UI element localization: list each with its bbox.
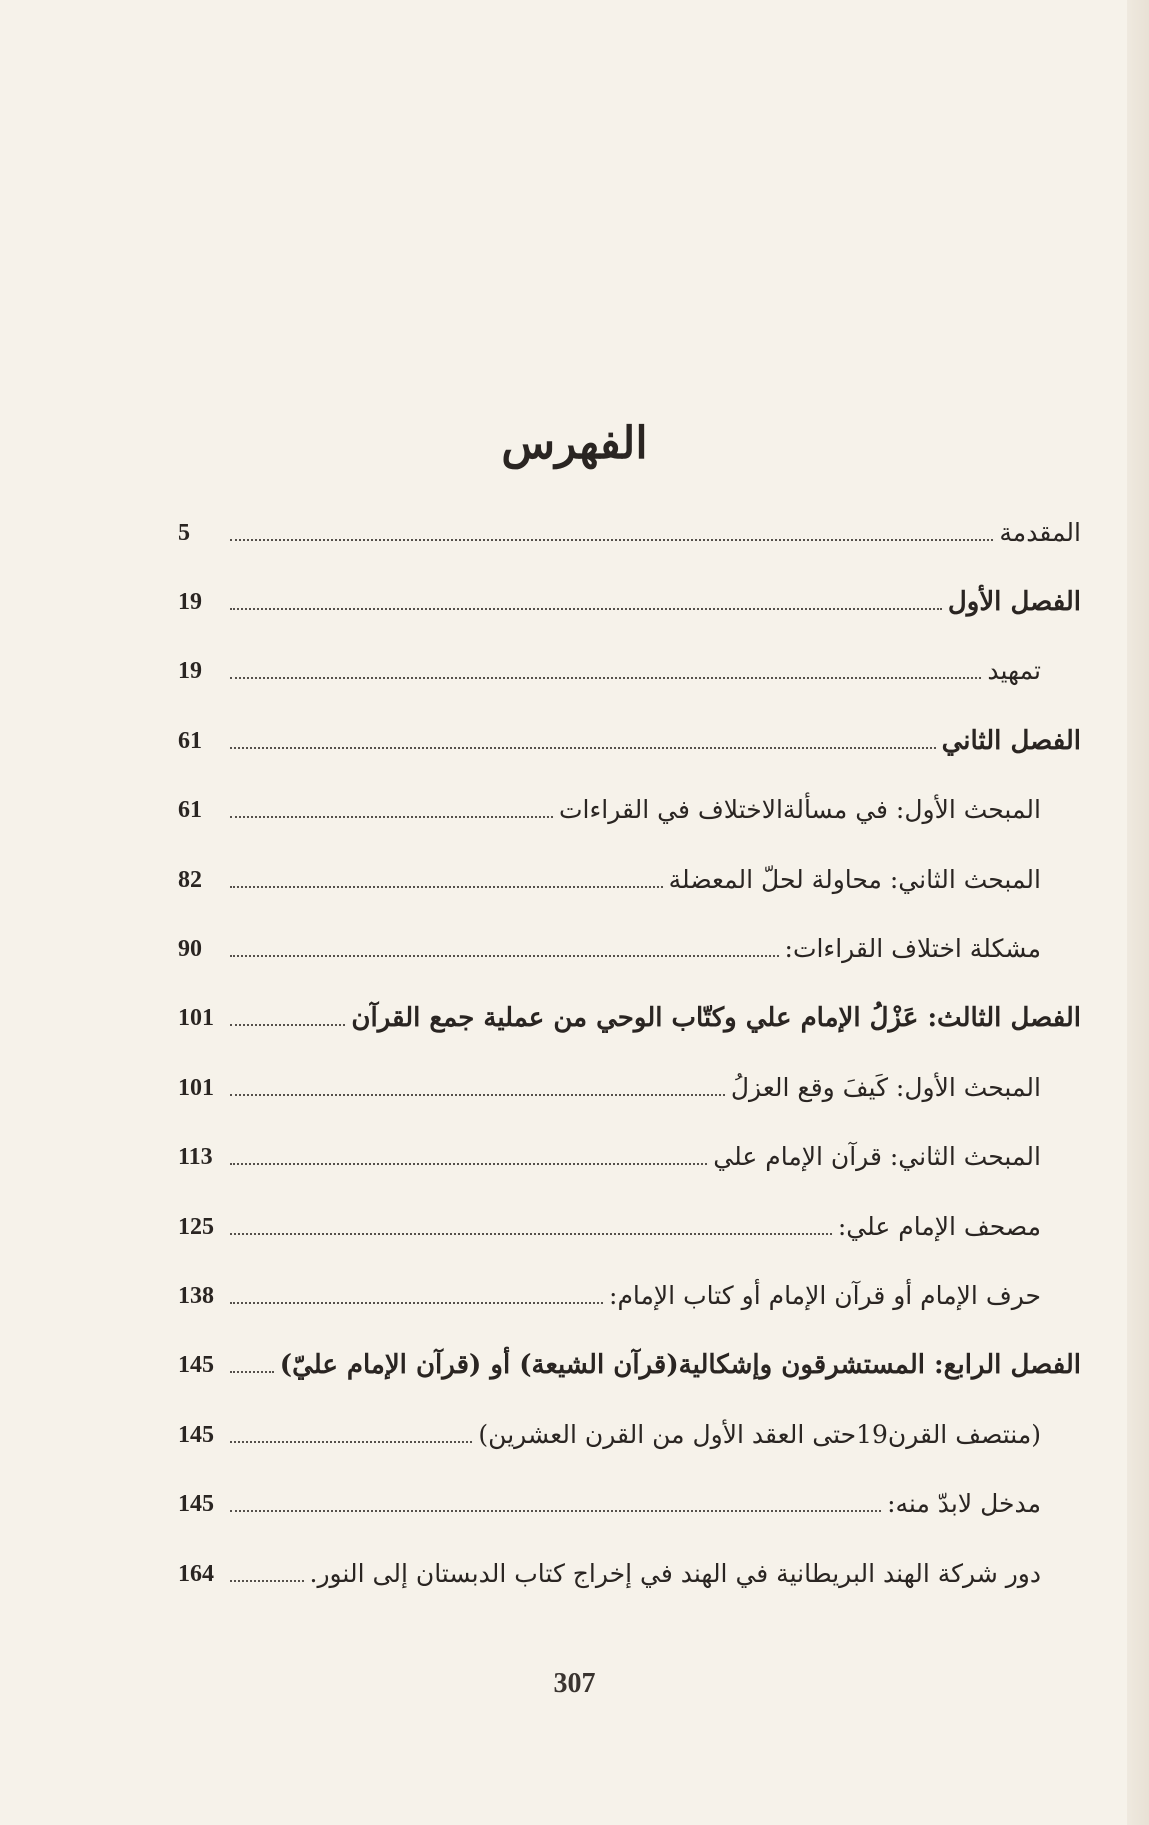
dot-leader: [230, 1580, 304, 1582]
toc-entry-page: 82: [178, 866, 202, 893]
toc-entry-page: 19: [178, 589, 202, 616]
dot-leader: [230, 1094, 725, 1096]
toc-entry: [178, 1192, 1081, 1261]
page-number: 307: [553, 1668, 596, 1699]
toc-entry: [178, 498, 1081, 567]
dot-leader: [230, 1441, 472, 1443]
dot-leader: [230, 608, 942, 610]
table-of-contents: [178, 498, 1081, 1608]
toc-entry-title: حرف الإمام أو قرآن الإمام أو كتاب الإمام:: [609, 1280, 1041, 1310]
toc-entry-title: المبحث الثاني: محاولة لحلّ المعضلة: [668, 864, 1041, 894]
toc-entry-page: 138: [178, 1282, 214, 1309]
dot-leader: [230, 955, 779, 957]
dot-leader: [230, 1233, 832, 1235]
toc-entry-page: 125: [178, 1213, 214, 1240]
dot-leader: [230, 677, 981, 679]
page-edge: [1127, 0, 1149, 1825]
dot-leader: [230, 1024, 345, 1026]
toc-entry: [178, 1331, 1081, 1400]
toc-entry: [178, 984, 1081, 1053]
toc-entry: [178, 637, 1081, 706]
toc-entry-title: المبحث الأول: في مسألةالاختلاف في القراءات: [559, 795, 1041, 825]
page-title: الفهرس: [501, 418, 648, 470]
toc-entry: [178, 1400, 1081, 1469]
toc-entry-page: 164: [178, 1560, 214, 1587]
toc-entry-title: المبحث الثاني: قرآن الإمام علي: [713, 1142, 1041, 1172]
dot-leader: [230, 1302, 603, 1304]
toc-entry: [178, 706, 1081, 775]
toc-entry-page: 101: [178, 1005, 214, 1032]
toc-entry-page: 145: [178, 1352, 214, 1379]
toc-entry-title: (منتصف القرن19حتى العقد الأول من القرن العشرين): [478, 1419, 1041, 1449]
toc-entry-page: 61: [178, 727, 202, 754]
toc-entry-page: 5: [178, 519, 190, 546]
toc-entry: [178, 776, 1081, 845]
toc-entry: [178, 1053, 1081, 1122]
toc-entry-title: مصحف الإمام علي:: [837, 1211, 1041, 1241]
dot-leader: [230, 1510, 881, 1512]
toc-entry: [178, 1539, 1081, 1608]
toc-entry-page: 101: [178, 1074, 214, 1101]
toc-entry: [178, 1469, 1081, 1538]
toc-entry-page: 145: [178, 1491, 214, 1518]
toc-entry-title: تمهيد: [987, 656, 1041, 686]
toc-entry-title: مدخل لابدّ منه:: [887, 1489, 1041, 1519]
toc-entry-title: الفصل الثاني: [941, 725, 1081, 756]
toc-entry-page: 19: [178, 658, 202, 685]
toc-entry-title: المبحث الأول: كَيفَ وقع العزلُ: [730, 1072, 1041, 1102]
toc-entry-title: الفصل الرابع: المستشرقون وإشكالية(قرآن الشيعة) أو (قرآن الإمام عليّ): [279, 1350, 1081, 1381]
toc-entry-title: الفصل الأول: [947, 587, 1081, 618]
toc-entry-page: 61: [178, 797, 202, 824]
toc-entry: [178, 914, 1081, 983]
toc-entry: [178, 567, 1081, 636]
dot-leader: [230, 1163, 707, 1165]
dot-leader: [230, 747, 936, 749]
toc-entry-title: دور شركة الهند البريطانية في الهند في إخراج كتاب الدبستان إلى النور.: [309, 1558, 1041, 1588]
toc-entry-page: 145: [178, 1421, 214, 1448]
dot-leader: [230, 539, 993, 541]
dot-leader: [230, 886, 663, 888]
toc-entry-title: المقدمة: [999, 517, 1081, 547]
toc-entry: [178, 1261, 1081, 1330]
dot-leader: [230, 1371, 274, 1373]
toc-entry-page: 90: [178, 936, 202, 963]
dot-leader: [230, 816, 553, 818]
toc-entry-title: الفصل الثالث: عَزْلُ الإمام علي وكتّاب الوحي من عملية جمع القرآن: [351, 1003, 1081, 1034]
toc-entry-title: مشكلة اختلاف القراءات:: [784, 934, 1041, 964]
toc-entry: [178, 1123, 1081, 1192]
toc-entry: [178, 845, 1081, 914]
toc-entry-page: 113: [178, 1144, 213, 1171]
